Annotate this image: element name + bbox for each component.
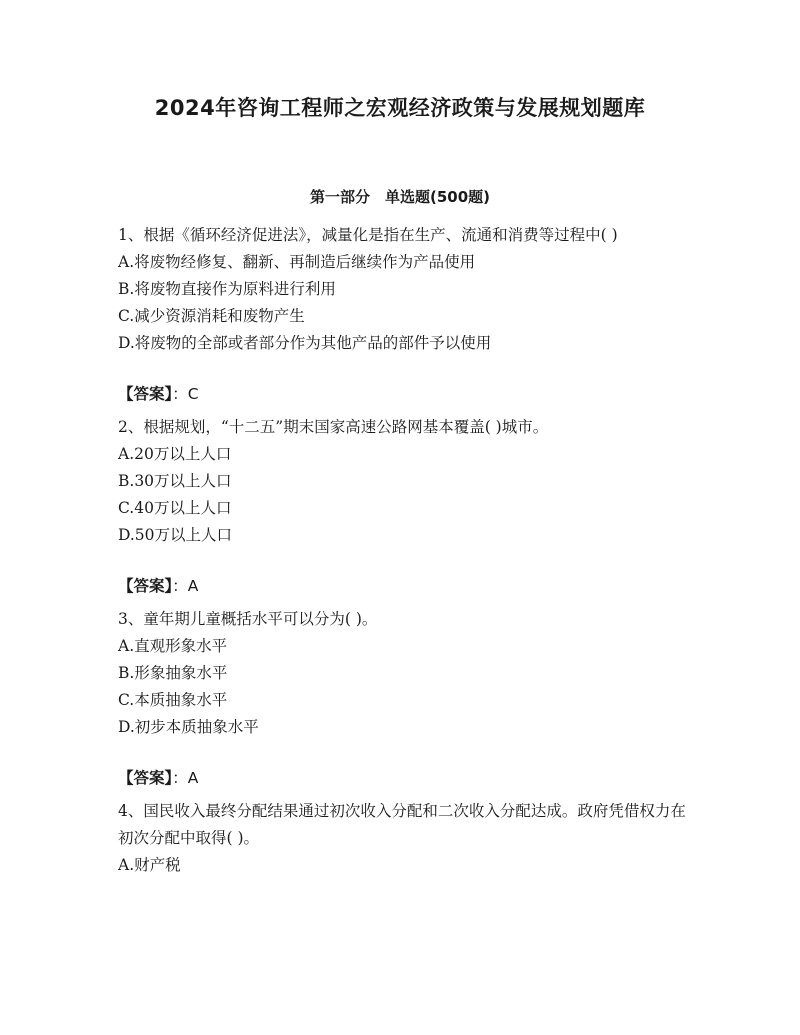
option-item: A.直观形象水平 <box>118 637 228 655</box>
option-item: B.将废物直接作为原料进行利用 <box>118 280 336 298</box>
option-item: C.本质抽象水平 <box>118 691 228 709</box>
question-item <box>118 414 686 600</box>
option-item: D.将废物的全部或者部分作为其他产品的部件予以使用 <box>118 334 492 352</box>
option-item: C.减少资源消耗和废物产生 <box>118 307 305 325</box>
answer-label: 【答案】 <box>118 385 173 403</box>
answer-label: 【答案】 <box>118 577 173 595</box>
question-stem: 4、国民收入最终分配结果通过初次收入分配和二次收入分配达成。政府凭借权力在 初次分配中取得( )。 <box>118 802 686 847</box>
question-stem: 1、根据《循环经济促进法》，减量化是指在生产、流通和消费等过程中( ) <box>118 226 618 244</box>
document-title: 2024年咨询工程师之宏观经济政策与发展规划题库 <box>154 96 646 120</box>
option-item: D.50万以上人口 <box>118 526 233 544</box>
answer-value: ：C <box>172 385 199 403</box>
question-item <box>118 798 686 879</box>
question-item <box>118 606 686 792</box>
section-title: 第一部分 单选题(500题) <box>309 188 491 206</box>
option-item: C.40万以上人口 <box>118 499 232 517</box>
answer-line <box>118 381 686 408</box>
answer-line <box>118 573 686 600</box>
answer-line <box>118 765 686 792</box>
option-item: D.初步本质抽象水平 <box>118 718 259 736</box>
question-stem: 3、童年期儿童概括水平可以分为( )。 <box>118 610 378 628</box>
option-item: A.20万以上人口 <box>118 445 232 463</box>
question-list <box>118 222 686 879</box>
option-item: B.30万以上人口 <box>118 472 232 490</box>
option-item: B.形象抽象水平 <box>118 664 228 682</box>
answer-value: ：A <box>172 577 199 595</box>
answer-label: 【答案】 <box>118 769 173 787</box>
answer-value: ：A <box>172 769 199 787</box>
question-item <box>118 222 686 408</box>
option-item: A.财产税 <box>118 856 181 874</box>
question-stem: 2、根据规划，“十二五”期末国家高速公路网基本覆盖( )城市。 <box>118 418 549 436</box>
option-item: A.将废物经修复、翻新、再制造后继续作为产品使用 <box>118 253 476 271</box>
